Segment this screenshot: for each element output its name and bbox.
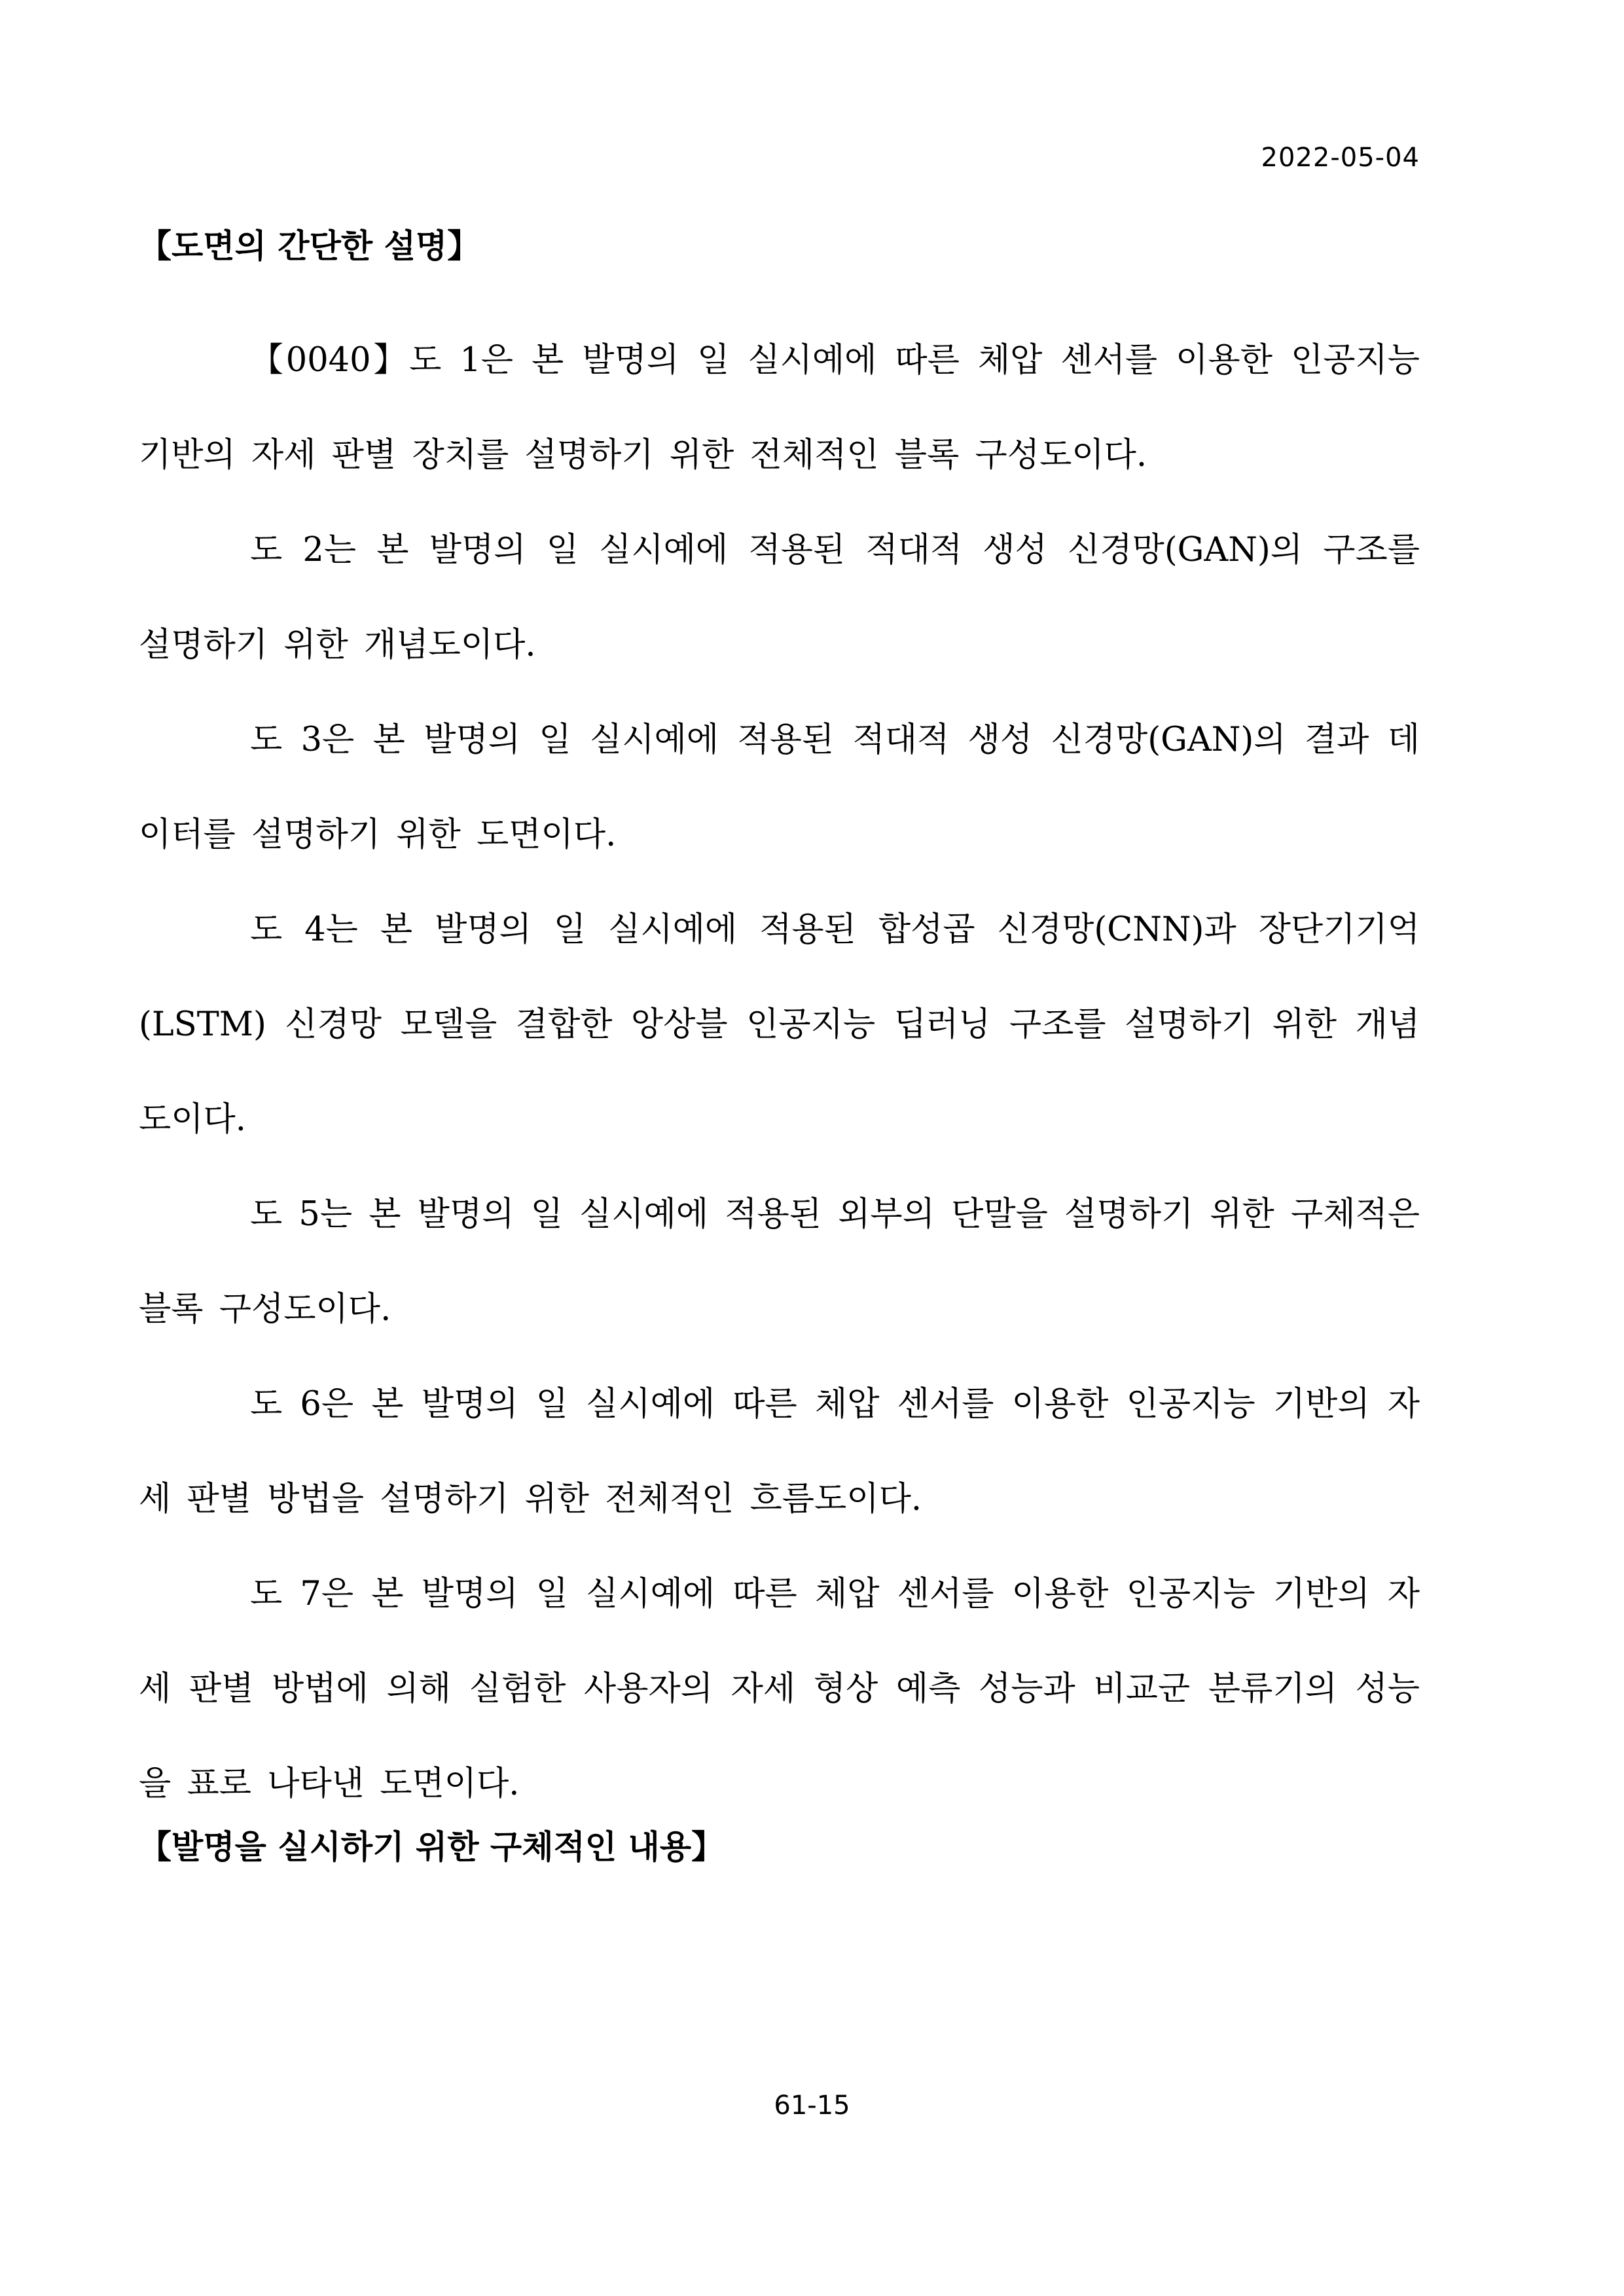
section-heading-detailed-description: 【발명을 실시하기 위한 구체적인 내용】 [139,1828,725,1866]
paragraph [139,313,1420,503]
paragraph [139,1167,1420,1357]
page-number: 61-15 [774,2090,850,2121]
paragraph [139,692,1420,882]
paragraph [139,1357,1420,1547]
paragraph-text: 도 5는 본 발명의 일 실시예에 적용된 외부의 단말을 설명하기 위한 구체적은 블록 구성도이다. [139,1195,1420,1329]
paragraph-text: 도 2는 본 발명의 일 실시예에 적용된 적대적 생성 신경망(GAN)의 구조를 설명하기 위한 개념도이다. [139,531,1420,664]
document-body [139,313,1420,1831]
paragraph-number: 【0040】 [250,341,410,380]
paragraph-text: 도 7은 본 발명의 일 실시예에 따른 체압 센서를 이용한 인공지능 기반의 자세 판별 방법에 의해 실험한 사용자의 자세 형상 예측 성능과 비교군 분류기의 성능을 표로 나타낸 도면이다. [139,1575,1420,1803]
paragraph [139,1547,1420,1831]
paragraph-text: 도 6은 본 발명의 일 실시예에 따른 체압 센서를 이용한 인공지능 기반의 자세 판별 방법을 설명하기 위한 전체적인 흐름도이다. [139,1385,1420,1518]
paragraph [139,882,1420,1167]
paragraph-text: 도 1은 본 발명의 일 실시예에 따른 체압 센서를 이용한 인공지능 기반의 자세 판별 장치를 설명하기 위한 전체적인 블록 구성도이다. [139,341,1420,475]
document-date: 2022-05-04 [1261,143,1420,173]
paragraph-text: 도 3은 본 발명의 일 실시예에 적용된 적대적 생성 신경망(GAN)의 결과 데이터를 설명하기 위한 도면이다. [139,721,1420,854]
section-heading-brief-description: 【도면의 간단한 설명】 [139,227,480,265]
paragraph-text: 도 4는 본 발명의 일 실시예에 적용된 합성곱 신경망(CNN)과 장단기기억(LSTM) 신경망 모델을 결합한 앙상블 인공지능 딥러닝 구조를 설명하기 위한 개념도이다. [139,910,1420,1139]
paragraph [139,503,1420,692]
